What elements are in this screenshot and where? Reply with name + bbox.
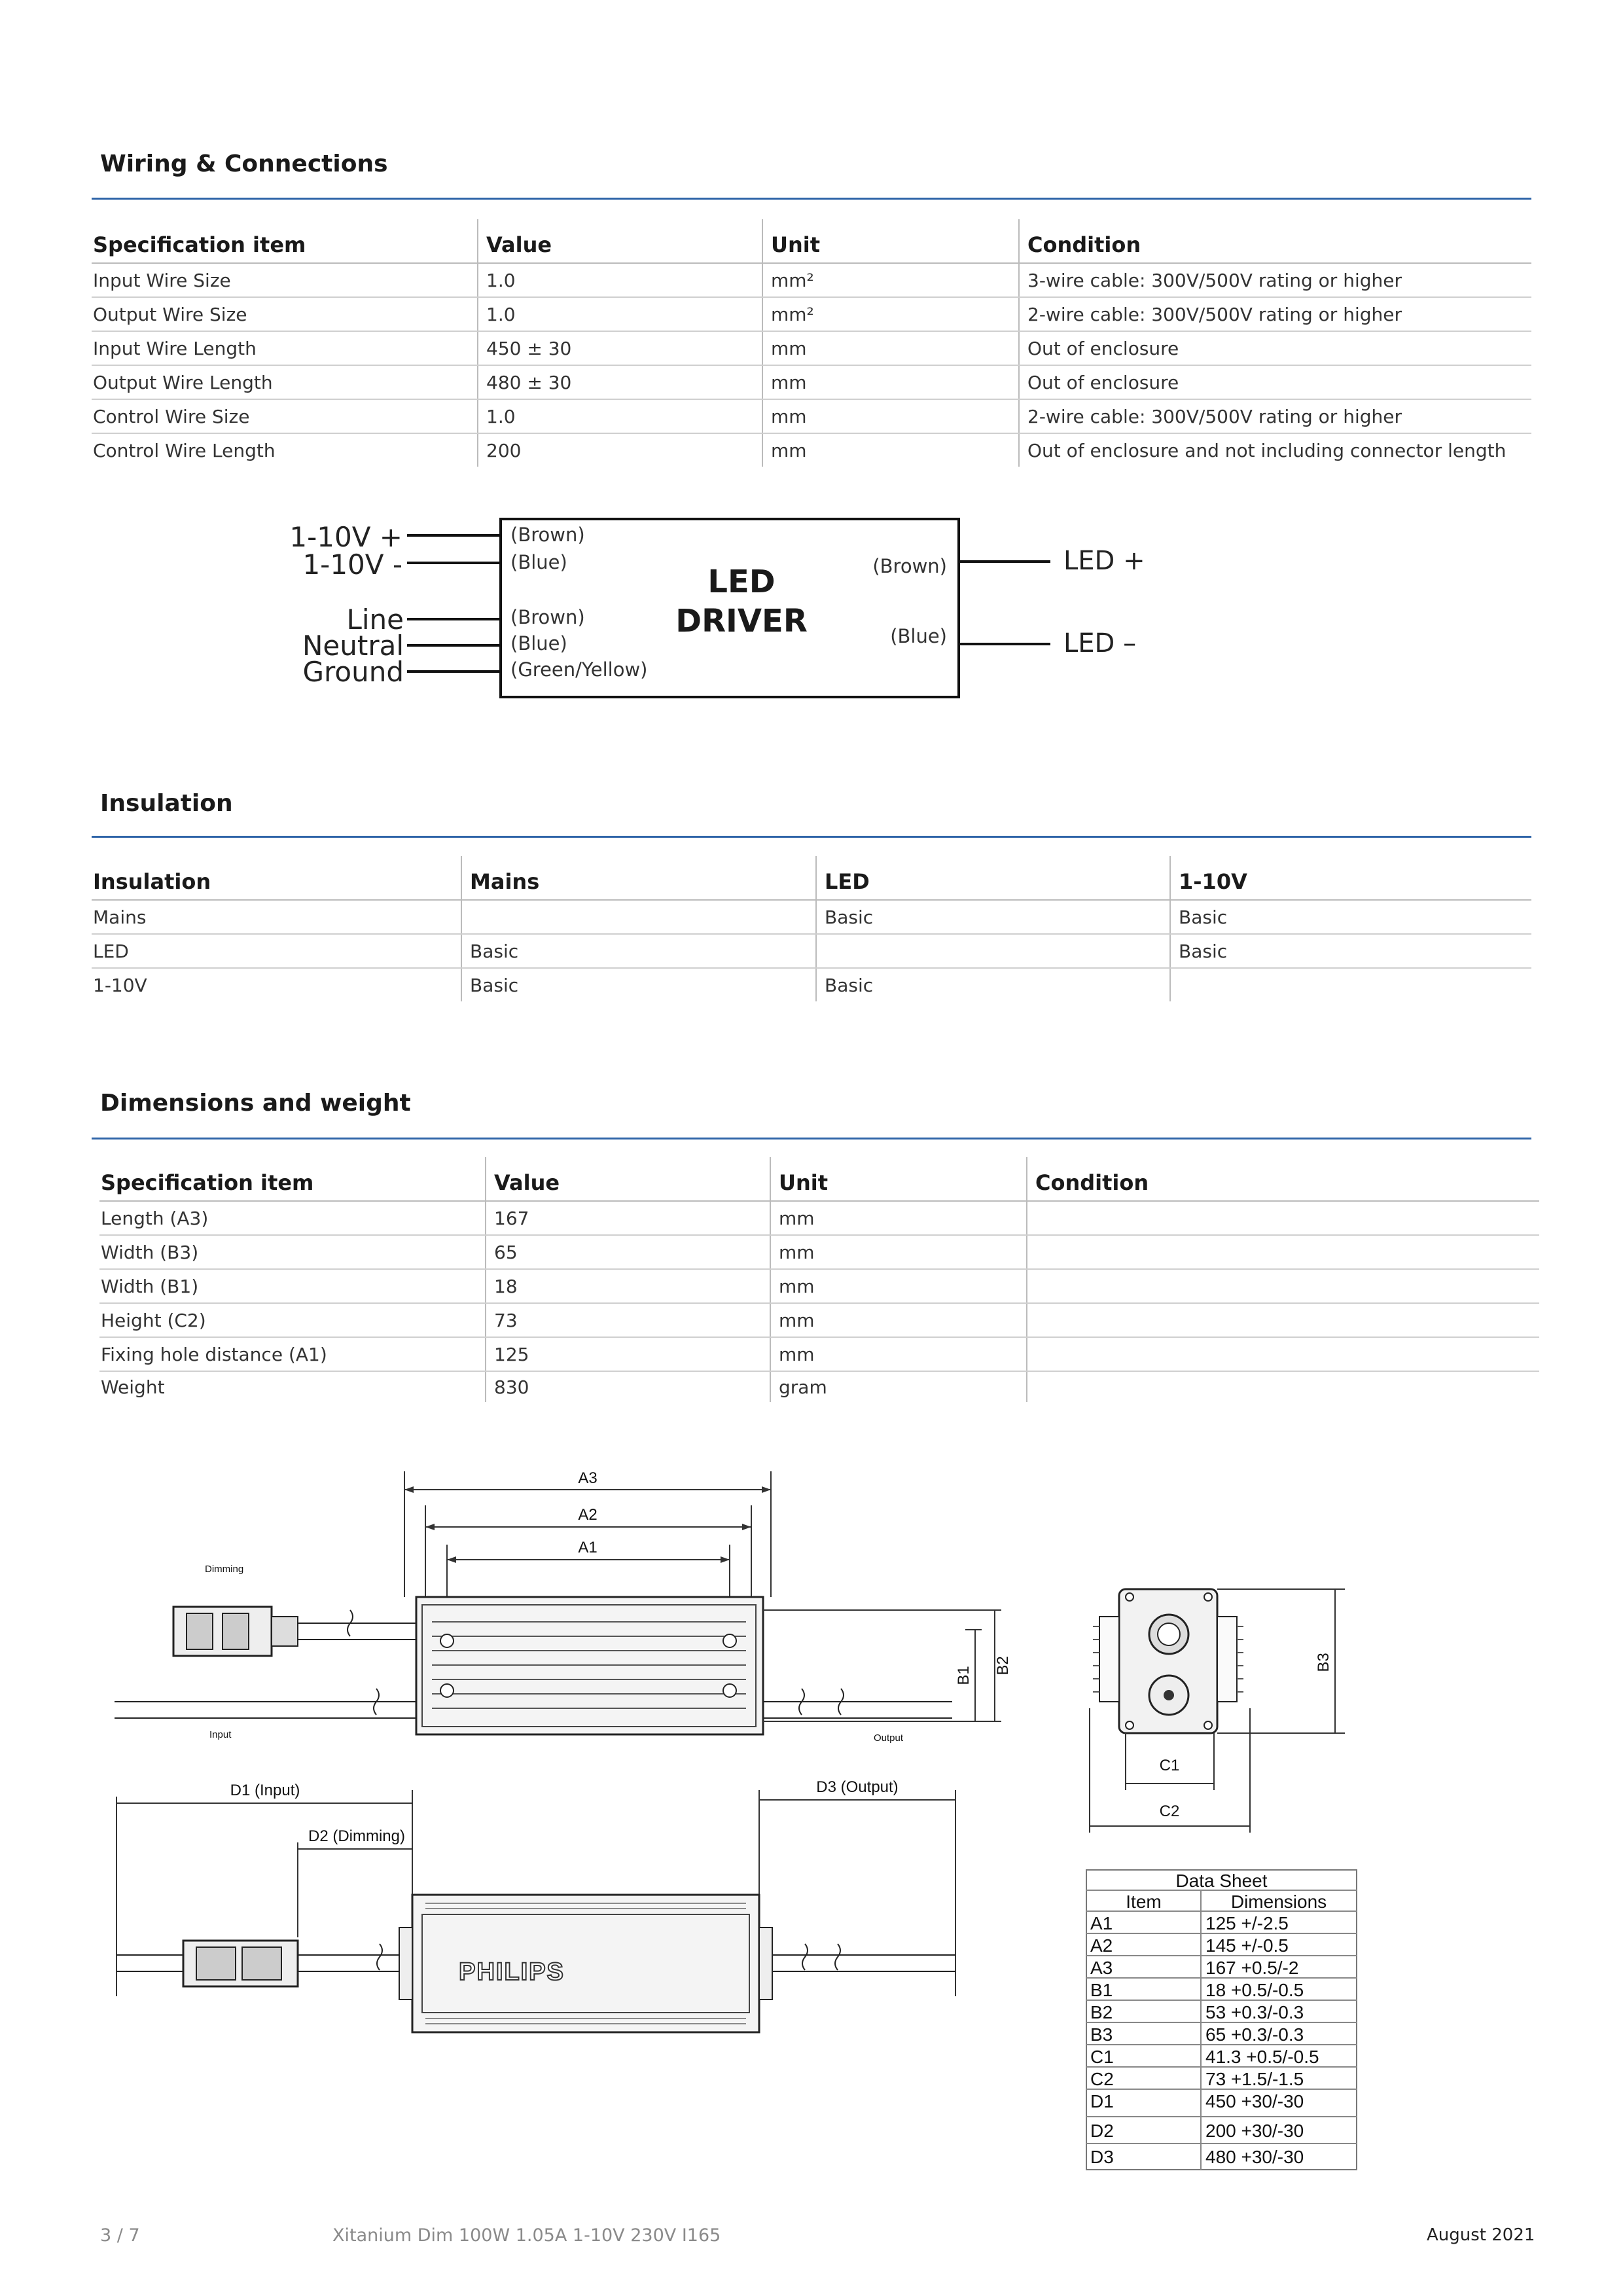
datasheet-dimension: 41.3 +0.5/-0.5 (1205, 2047, 1319, 2067)
insulation-header: LED (816, 856, 1170, 900)
datasheet-dimension: 65 +0.3/-0.3 (1205, 2024, 1304, 2045)
label-led-minus: LED – (1063, 628, 1137, 658)
label-c1: C1 (1159, 1757, 1180, 1774)
dimensions-header: Condition (1027, 1157, 1539, 1201)
insulation-cell: Basic (461, 968, 816, 1001)
wiring-cell: 1.0 (478, 297, 762, 331)
insulation-cell: LED (92, 934, 461, 968)
insulation-cell: Basic (816, 968, 1170, 1001)
dimensions-cell: gram (770, 1371, 1027, 1402)
datasheet-item: B3 (1090, 2024, 1113, 2045)
datasheet-item: B2 (1090, 2002, 1113, 2022)
datasheet-dimension: 145 +/-0.5 (1205, 1935, 1289, 1956)
dimensions-cell: Weight (101, 1376, 165, 1398)
datasheet-dimension: 167 +0.5/-2 (1205, 1958, 1299, 1978)
wire-color-line: (Brown) (510, 606, 585, 628)
wiring-cell: 1.0 (478, 399, 762, 433)
product-name: Xitanium Dim 100W 1.05A 1-10V 230V I165 (332, 2225, 721, 2246)
label-d2: D2 (Dimming) (308, 1827, 406, 1845)
label-b1: B1 (955, 1666, 972, 1685)
wiring-header-item: Specification item (92, 219, 478, 263)
wiring-cell: Out of enclosure (1019, 331, 1531, 365)
datasheet-title: Data Sheet (1175, 1871, 1268, 1891)
label-dimming: Dimming (205, 1564, 244, 1575)
insulation-header: Mains (461, 856, 816, 900)
wiring-header-value: Value (478, 219, 762, 263)
wiring-cell: Control Wire Length (93, 439, 276, 461)
datasheet-dimension: 200 +30/-30 (1205, 2121, 1304, 2141)
wiring-cell: mm² (762, 297, 1019, 331)
label-c2: C2 (1159, 1803, 1180, 1820)
insulation-cell: 1-10V (93, 974, 147, 996)
datasheet-item: D1 (1090, 2091, 1114, 2111)
datasheet-item: A2 (1090, 1935, 1113, 1956)
dimensions-cell: 830 (486, 1371, 770, 1402)
driver-end-view (1093, 1589, 1243, 1733)
datasheet-item: D2 (1090, 2121, 1114, 2141)
wiring-cell: Input Wire Length (92, 331, 478, 365)
label-ground: Ground (302, 656, 404, 688)
label-output: Output (874, 1732, 904, 1744)
wiring-cell: Out of enclosure (1019, 365, 1531, 399)
dimensions-header: Unit (770, 1157, 1027, 1201)
wiring-cell: 2-wire cable: 300V/500V rating or higher (1019, 399, 1531, 433)
driver-title-line2: DRIVER (675, 603, 808, 639)
wiring-cell: mm (762, 365, 1019, 399)
dimming-connector-top (173, 1607, 298, 1656)
datasheet-dimension: 18 +0.5/-0.5 (1205, 1980, 1304, 2000)
datasheet-item: C2 (1090, 2069, 1114, 2089)
wiring-cell: 1.0 (478, 263, 762, 297)
wiring-cell: 200 (478, 433, 762, 467)
dimensions-cell: mm (770, 1269, 1027, 1303)
label-a3: A3 (578, 1469, 597, 1487)
driver-side-view (399, 1895, 772, 2032)
dimensions-header: Specification item (99, 1157, 486, 1201)
wiring-cell: mm (762, 433, 1019, 467)
dimensions-cell: 167 (486, 1201, 770, 1235)
label-d3: D3 (Output) (816, 1778, 899, 1796)
datasheet-dimension: 53 +0.3/-0.3 (1205, 2002, 1304, 2022)
dimensions-cell: mm (770, 1337, 1027, 1371)
wire-color-dim-minus: (Blue) (510, 551, 567, 573)
datasheet-dimension: 450 +30/-30 (1205, 2091, 1304, 2111)
insulation-header: 1-10V (1170, 856, 1531, 900)
wiring-cell: mm² (762, 263, 1019, 297)
label-dim-minus: 1-10V - (302, 548, 402, 581)
wiring-cell: 3-wire cable: 300V/500V rating or higher (1019, 263, 1531, 297)
wiring-cell: Out of enclosure and not including connector length (1019, 433, 1531, 467)
datasheet-header-item: Item (1126, 1892, 1162, 1912)
wiring-header-unit: Unit (762, 219, 1019, 263)
dimensions-cell: 65 (486, 1235, 770, 1269)
label-d1: D1 (Input) (230, 1782, 300, 1799)
dimensions-cell: mm (770, 1303, 1027, 1337)
label-a1: A1 (578, 1539, 597, 1556)
dimensions-header: Value (486, 1157, 770, 1201)
insulation-cell: Basic (461, 934, 816, 968)
dimensions-cell: 18 (486, 1269, 770, 1303)
publication-date: August 2021 (1427, 2225, 1535, 2245)
datasheet-header-dimensions: Dimensions (1230, 1892, 1327, 1912)
datasheet-item: C1 (1090, 2047, 1114, 2067)
philips-logo: PHILIPS (459, 1958, 565, 1986)
insulation-cell: Basic (1170, 900, 1531, 934)
wiring-cell: 450 ± 30 (478, 331, 762, 365)
label-led-plus: LED + (1063, 546, 1145, 576)
wire-color-led-minus: (Blue) (890, 625, 947, 647)
label-a2: A2 (578, 1506, 597, 1524)
wiring-cell: 2-wire cable: 300V/500V rating or higher (1019, 297, 1531, 331)
dimensions-cell: Width (B3) (99, 1235, 486, 1269)
wiring-header-condition: Condition (1019, 219, 1531, 263)
driver-top-view (416, 1597, 763, 1734)
insulation-cell: Mains (92, 900, 461, 934)
insulation-header: Insulation (92, 856, 461, 900)
label-dim-plus: 1-10V + (289, 521, 402, 553)
wire-color-led-plus: (Brown) (872, 555, 947, 577)
datasheet-item: A3 (1090, 1958, 1113, 1978)
dimensions-cell: Fixing hole distance (A1) (99, 1337, 486, 1371)
dimensions-cell: 125 (486, 1337, 770, 1371)
dimming-connector-side (183, 1941, 298, 1986)
wiring-cell: Output Wire Length (92, 365, 478, 399)
datasheet-item: D3 (1090, 2147, 1114, 2167)
datasheet-dimension: 480 +30/-30 (1205, 2147, 1304, 2167)
wiring-cell: Output Wire Size (92, 297, 478, 331)
wiring-cell: mm (762, 399, 1019, 433)
datasheet-item: B1 (1090, 1980, 1113, 2000)
datasheet-dimension: 73 +1.5/-1.5 (1205, 2069, 1304, 2089)
wiring-cell: Input Wire Size (92, 263, 478, 297)
dimensions-cell: Width (B1) (99, 1269, 486, 1303)
label-b3: B3 (1315, 1653, 1332, 1672)
wire-color-dim-plus: (Brown) (510, 524, 585, 546)
label-input: Input (209, 1729, 232, 1740)
label-neutral: Neutral (302, 630, 404, 662)
dimensions-cell: Length (A3) (99, 1201, 486, 1235)
wire-color-ground: (Green/Yellow) (510, 658, 648, 681)
insulation-cell: Basic (816, 900, 1170, 934)
label-line: Line (346, 603, 404, 636)
wiring-cell: mm (762, 331, 1019, 365)
wiring-section-title: Wiring & Connections (100, 151, 388, 177)
wire-color-neutral: (Blue) (510, 632, 567, 655)
dimensions-cell: Height (C2) (99, 1303, 486, 1337)
page-number: 3 / 7 (100, 2225, 140, 2246)
wiring-cell: Control Wire Size (92, 399, 478, 433)
insulation-cell: Basic (1170, 934, 1531, 968)
insulation-section-title: Insulation (100, 790, 233, 817)
driver-title-line1: LED (707, 564, 776, 600)
wiring-cell: 480 ± 30 (478, 365, 762, 399)
datasheet-dimension: 125 +/-2.5 (1205, 1913, 1289, 1933)
dimensions-cell: mm (770, 1235, 1027, 1269)
dimensions-section-title: Dimensions and weight (100, 1090, 411, 1117)
datasheet-item: A1 (1090, 1913, 1113, 1933)
dimensions-cell: mm (770, 1201, 1027, 1235)
label-b2: B2 (994, 1656, 1012, 1676)
dimensions-cell: 73 (486, 1303, 770, 1337)
